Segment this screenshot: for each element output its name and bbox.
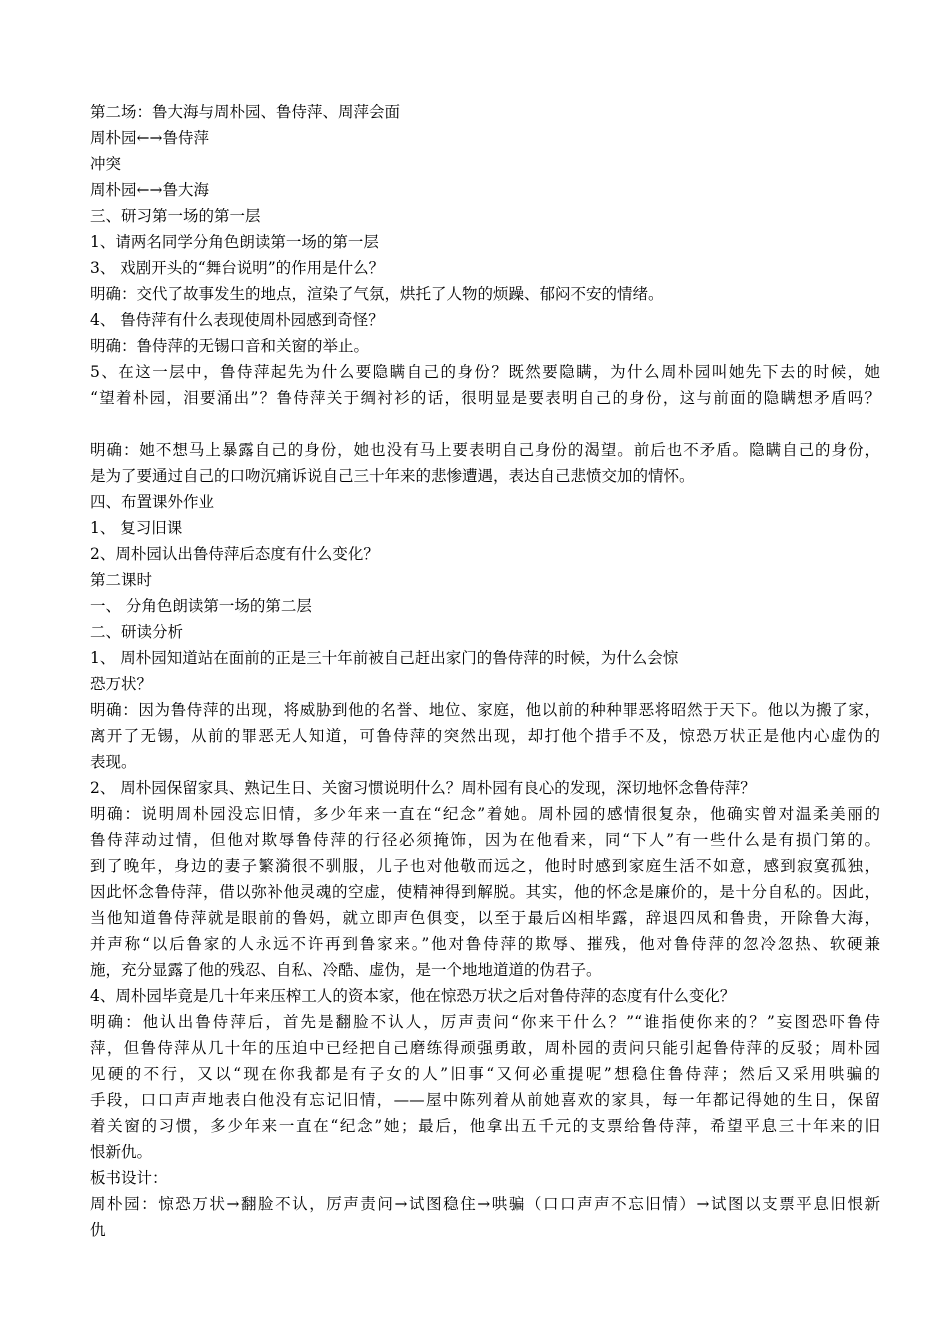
text-line: 仇 — [90, 1221, 106, 1239]
text-line: 见硬的不行，又以“现在你我都是有子女的人”旧事“又何必重提呢”想稳住鲁侍萍；然后又采用哄骗的 — [90, 1065, 880, 1083]
text-line: 明确：因为鲁侍萍的出现，将威胁到他的名誉、地位、家庭，他以前的种种罪恶将昭然于天下。他以为搬了家， — [90, 701, 880, 719]
text-line: 三、研习第一场的第一层 — [90, 207, 261, 225]
text-line: 二、研读分析 — [90, 623, 184, 641]
text-line: 明确：他认出鲁侍萍后，首先是翻脸不认人，厉声责问“你来干什么？”“谁指使你来的？”妄图恐吓鲁侍 — [90, 1013, 880, 1031]
text-line: 明确：她不想马上暴露自己的身份，她也没有马上要表明自己身份的渴望。前后也不矛盾。隐瞒自己的身份， — [90, 441, 880, 459]
text-line: 第二课时 — [90, 571, 153, 589]
text-line: 四、布置课外作业 — [90, 493, 215, 511]
text-line: 明确：鲁侍萍的无锡口音和关窗的举止。 — [90, 337, 370, 355]
text-line: 4、 鲁侍萍有什么表现使周朴园感到奇怪？ — [90, 311, 384, 329]
text-line: 萍，但鲁侍萍从几十年的压迫中已经把自己磨练得顽强勇敢，周朴园的责问只能引起鲁侍萍的反驳；周朴园 — [90, 1039, 880, 1057]
text-line: 明确：说明周朴园没忘旧情，多少年来一直在“纪念”着她。周朴园的感情很复杂，他确实曾对温柔美丽的 — [90, 805, 880, 823]
text-line: 1、 周朴园知道站在面前的正是三十年前被自己赶出家门的鲁侍萍的时候，为什么会惊 — [90, 649, 679, 667]
text-line: “望着朴园，泪要涌出”？鲁侍萍关于绸衬衫的话，很明显是要表明自己的身份，这与前面的隐瞒想矛盾吗？ — [90, 389, 880, 407]
text-line: 周朴园：惊恐万状→翻脸不认，厉声责问→试图稳住→哄骗（口口声声不忘旧情）→试图以支票平息旧恨新 — [90, 1195, 880, 1213]
text-line: 明确：交代了故事发生的地点，渲染了气氛，烘托了人物的烦躁、郁闷不安的情绪。 — [90, 285, 664, 303]
text-line: 周朴园←→鲁侍萍 — [90, 129, 209, 147]
text-line: 4、周朴园毕竟是几十年来压榨工人的资本家，他在惊恐万状之后对鲁侍萍的态度有什么变化？ — [90, 987, 736, 1005]
text-line: 当他知道鲁侍萍就是眼前的鲁妈，就立即声色俱变，以至于最后凶相毕露，辞退四凤和鲁贵，开除鲁大海， — [90, 909, 880, 927]
text-line: 表现。 — [90, 753, 137, 771]
text-line: 到了晚年，身边的妻子繁漪很不驯服，儿子也对他敬而远之，他时时感到家庭生活不如意，感到寂寞孤独， — [90, 857, 880, 875]
text-line: 恨新仇。 — [90, 1143, 153, 1161]
text-line: 因此怀念鲁侍萍，借以弥补他灵魂的空虚，使精神得到解脱。其实，他的怀念是廉价的，是十分自私的。因此， — [90, 883, 880, 901]
text-line: 并声称“以后鲁家的人永远不许再到鲁家来。”他对鲁侍萍的欺辱、摧残，他对鲁侍萍的忽冷忽热、软硬兼 — [90, 935, 880, 953]
text-line: 2、 周朴园保留家具、熟记生日、关窗习惯说明什么？周朴园有良心的发现，深切地怀念鲁侍萍？ — [90, 779, 756, 797]
text-line: 手段，口口声声地表白他没有忘记旧情，——屋中陈列着从前她喜欢的家具，每一年都记得她的生日，保留 — [90, 1091, 880, 1109]
text-line: 2、周朴园认出鲁侍萍后态度有什么变化？ — [90, 545, 379, 563]
document-body — [90, 99, 880, 1243]
text-line: 3、 戏剧开头的“舞台说明”的作用是什么？ — [90, 259, 385, 277]
blank-line — [90, 411, 880, 437]
text-line: 恐万状？ — [90, 675, 153, 693]
text-line: 施，充分显露了他的残忍、自私、冷酷、虚伪，是一个地地道道的伪君子。 — [90, 961, 602, 979]
text-line: 5、在这一层中，鲁侍萍起先为什么要隐瞒自己的身份？既然要隐瞒，为什么周朴园叫她先下去的时候，她 — [90, 363, 880, 381]
text-line: 1、 复习旧课 — [90, 519, 183, 537]
text-line: 周朴园←→鲁大海 — [90, 181, 209, 199]
text-line: 1、请两名同学分角色朗读第一场的第一层 — [90, 233, 379, 251]
text-line: 板书设计： — [90, 1169, 168, 1187]
text-line: 第二场：鲁大海与周朴园、鲁侍萍、周萍会面 — [90, 103, 401, 121]
text-line: 一、 分角色朗读第一场的第二层 — [90, 597, 312, 615]
text-line: 着关窗的习惯，多少年来一直在“纪念”她；最后，他拿出五千元的支票给鲁侍萍，希望平息三十年来的旧 — [90, 1117, 880, 1135]
text-line: 是为了要通过自己的口吻沉痛诉说自己三十年来的悲惨遭遇，表达自己悲愤交加的情怀。 — [90, 467, 695, 485]
text-line: 离开了无锡，从前的罪恶无人知道，可鲁侍萍的突然出现，却打他个措手不及，惊恐万状正是他内心虚伪的 — [90, 727, 880, 745]
text-line: 鲁侍萍动过情，但他对欺辱鲁侍萍的行径必须掩饰，因为在他看来，同“下人”有一些什么是有损门第的。 — [90, 831, 880, 849]
text-line: 冲突 — [90, 155, 122, 173]
